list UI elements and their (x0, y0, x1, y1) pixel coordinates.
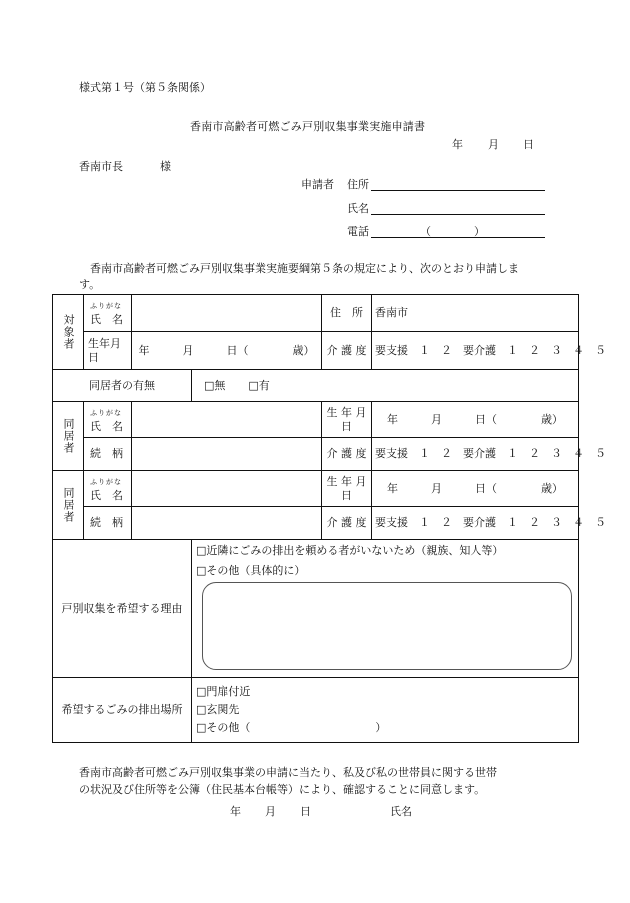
cohabitant-2-name-label-cell (84, 471, 132, 507)
phone-paren-close: ） (474, 225, 485, 238)
intro-text-line-2: す。 (79, 278, 101, 291)
relation-label: 続 柄 (84, 438, 132, 471)
cohabitant-2-name-row (53, 471, 579, 507)
cohabitant-2-relation-row (53, 507, 579, 540)
applicant-address-label: 住所 (347, 178, 369, 191)
location-options (192, 678, 579, 743)
consent-day: 日 (300, 805, 311, 818)
care-value[interactable]: 要支援 １ ２ 要介護 １ ２ ３ ４ ５ (372, 332, 579, 370)
application-table (52, 294, 606, 743)
date-day: 日 (523, 138, 534, 151)
reason-label: 戸別収集を希望する理由 (53, 540, 192, 678)
cohabitant-yes-checkbox[interactable]: □有 (248, 378, 270, 392)
cohabitant-1-name-label-cell (84, 402, 132, 438)
birth-label: 生年月日 (84, 332, 132, 370)
phone-paren-open: （ (420, 225, 431, 238)
consent-month: 月 (265, 805, 276, 818)
subject-birth-row (53, 332, 579, 370)
birth-value[interactable]: 年 月 日（ 歳） (132, 332, 322, 370)
consent-name-label: 氏名 (390, 805, 412, 818)
cohabitant-none-checkbox[interactable]: □無 (204, 378, 226, 392)
form-number: 様式第１号（第５条関係） (79, 81, 211, 94)
applicant-label: 申請者 (301, 178, 334, 191)
cohabitant-options (192, 370, 579, 402)
location-option-gate[interactable]: □門扉付近 (196, 685, 251, 698)
name-label: 氏 名 (90, 313, 123, 326)
applicant-name-label: 氏名 (347, 202, 369, 215)
consent-year: 年 (230, 805, 241, 818)
cohabitant-1-relation-row (53, 438, 579, 471)
subject-name-label-cell (84, 295, 132, 332)
birth-label: 生 年 月 日 (322, 402, 372, 438)
location-other-close: ） (375, 721, 387, 734)
relation-label: 続 柄 (84, 507, 132, 540)
cohabitant-presence-row (53, 370, 579, 402)
cohabitant-1-birth-value[interactable]: 年 月 日（ 歳） (372, 402, 579, 438)
name-label: 氏 名 (90, 419, 123, 433)
cohabitant-1-name-row (53, 402, 579, 438)
subject-name-row (53, 295, 579, 332)
location-row (53, 678, 579, 743)
reason-option-neighbor[interactable]: □近隣にごみの排出を頼める者がいないため（親族、知人等） (196, 544, 504, 557)
page-title: 香南市高齢者可燃ごみ戸別収集事業実施申請書 (190, 120, 426, 133)
applicant-address-field[interactable] (371, 190, 545, 191)
intro-text-line-1: 香南市高齢者可燃ごみ戸別収集事業実施要綱第５条の規定により、次のとおり申請しま (90, 262, 519, 275)
cohabitant-1-relation-field[interactable] (132, 438, 322, 471)
furigana-label: ふりがな (90, 302, 122, 310)
location-label: 希望するごみの排出場所 (53, 678, 192, 743)
consent-text-line-2: の状況及び住所等を公簿（住民基本台帳等）により、確認することに同意します。 (79, 783, 486, 796)
date-year: 年 (452, 138, 463, 151)
location-option-other (196, 719, 575, 737)
applicant-phone-field[interactable] (371, 237, 545, 238)
cohabitant-label: 同居者の有無 (53, 370, 192, 402)
care-label: 介 護 度 (322, 507, 372, 540)
care-label: 介 護 度 (322, 332, 372, 370)
address-label: 住 所 (322, 295, 372, 332)
subject-name-field[interactable] (132, 295, 322, 332)
cohabitant-2-birth-value[interactable]: 年 月 日（ 歳） (372, 471, 579, 507)
furigana-label: ふりがな (90, 477, 122, 486)
birth-label: 生 年 月 日 (322, 471, 372, 507)
reason-option-other[interactable]: □その他（具体的に） (196, 564, 306, 577)
location-option-entrance[interactable]: □玄関先 (196, 703, 240, 716)
furigana-label: ふりがな (90, 408, 122, 417)
location-option-other-checkbox[interactable]: □その他（ (196, 721, 251, 734)
address-value[interactable]: 香南市 (372, 295, 579, 332)
cohabitant-1-label: 同居者 (53, 402, 84, 471)
name-label: 氏 名 (90, 488, 123, 502)
cohabitant-1-name-field[interactable] (132, 402, 322, 438)
cohabitant-2-care-value[interactable]: 要支援 １ ２ 要介護 １ ２ ３ ４ ５ (372, 507, 579, 540)
applicant-name-field[interactable] (371, 214, 545, 215)
cohabitant-2-label: 同居者 (53, 471, 84, 540)
subject-label: 対象者 (53, 295, 84, 370)
date-month: 月 (488, 138, 499, 151)
addressee-name: 香南市長 (79, 160, 123, 173)
care-label: 介 護 度 (322, 438, 372, 471)
addressee-honorific: 様 (160, 160, 171, 173)
reason-detail-box[interactable] (202, 582, 572, 670)
cohabitant-2-relation-field[interactable] (132, 507, 322, 540)
cohabitant-2-name-field[interactable] (132, 471, 322, 507)
cohabitant-1-care-value[interactable]: 要支援 １ ２ 要介護 １ ２ ３ ４ ５ (372, 438, 579, 471)
applicant-phone-label: 電話 (347, 225, 369, 238)
consent-text-line-1: 香南市高齢者可燃ごみ戸別収集事業の申請に当たり、私及び私の世帯員に関する世帯 (79, 766, 497, 779)
